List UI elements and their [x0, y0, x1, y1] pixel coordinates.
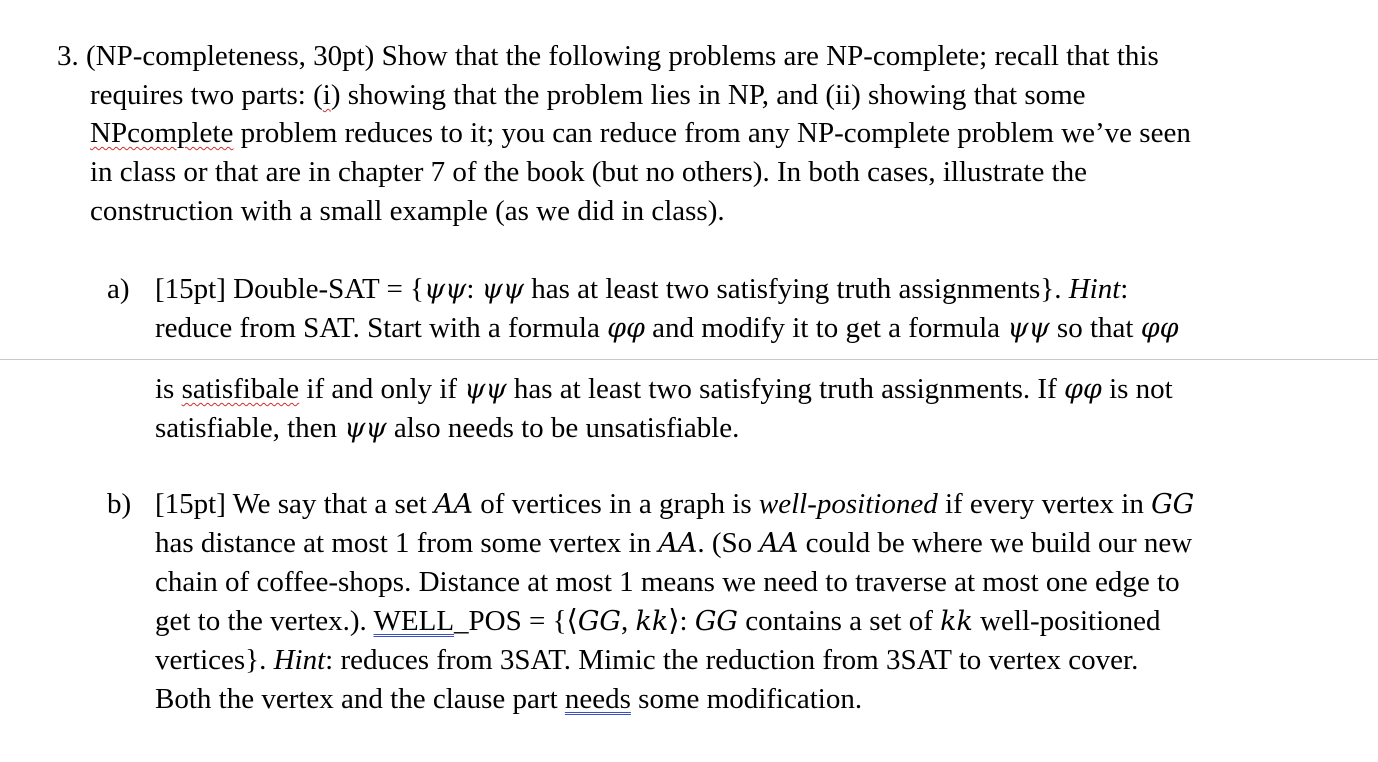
part-a-line-4	[155, 411, 739, 446]
text: some modification.	[630, 683, 863, 715]
text: Both the vertex and the clause part	[155, 683, 565, 715]
text: : reduces from 3SAT. Mimic the reduction from 3SAT to vertex cover.	[325, 644, 1139, 676]
hint-label: Hint	[273, 644, 326, 676]
math-G: GG	[1151, 489, 1195, 520]
part-b-line-6	[155, 682, 862, 716]
text: of vertices in a graph is	[473, 488, 759, 520]
text: :	[1120, 273, 1129, 305]
math-A: AA	[658, 528, 698, 559]
text: well-positioned	[972, 605, 1161, 637]
spellcheck-word: i	[322, 79, 331, 111]
text: contains a set of	[737, 605, 941, 637]
text: get to the vertex.).	[155, 605, 374, 637]
math-phi: φφ	[1064, 374, 1102, 405]
text: _POS = {⟨	[454, 605, 578, 637]
text: reduce from SAT. Start with a formula	[155, 312, 608, 344]
problem-line-1: (NP-completeness, 30pt) Show that the following problems are NP-complete; recall that this	[86, 40, 1159, 72]
text: problem reduces to it; you can reduce from any NP-complete problem we’ve seen	[233, 117, 1191, 149]
text: in class or that are in chapter 7 of the book (but no others). In both cases, illustrate the	[90, 156, 1087, 188]
part-b-line-3	[155, 565, 1180, 599]
text: [15pt] Double-SAT = {	[155, 273, 424, 305]
text: has at least two satisfying truth assignments. If	[506, 373, 1064, 405]
part-b-line-1	[155, 487, 1194, 522]
text: ,	[620, 605, 636, 637]
math-phi: φφ	[1140, 313, 1179, 344]
math-k: kk	[635, 606, 669, 637]
grammar-flag-word: needs	[564, 683, 631, 715]
math-psi: ψψ	[423, 274, 467, 305]
math-k: kk	[940, 606, 973, 637]
text: and modify it to get a formula	[644, 312, 1008, 344]
math-A: AA	[434, 489, 473, 520]
problem-line-5	[90, 194, 725, 228]
text: construction with a small example (as we did in class).	[90, 195, 725, 227]
math-G: GG	[577, 606, 621, 637]
part-b-line-5	[155, 643, 1138, 677]
part-a-line-3	[155, 372, 1173, 407]
text: if and only if	[299, 373, 465, 405]
problem-number: 3.	[57, 40, 79, 72]
part-a-label: a)	[107, 273, 130, 305]
math-psi: ψψ	[344, 413, 387, 444]
text: is not	[1101, 373, 1173, 405]
part-b-line-2	[155, 526, 1192, 561]
text: chain of coffee-shops. Distance at most 1 means we need to traverse at most one edge to	[155, 566, 1180, 598]
part-b-line-4	[155, 604, 1161, 639]
text: has distance at most 1 from some vertex in	[155, 527, 659, 559]
part-b-label: b)	[107, 488, 132, 520]
text: vertices}.	[155, 644, 274, 676]
text: also needs to be unsatisfiable.	[386, 412, 740, 444]
spellcheck-word: NPcomplete	[90, 117, 234, 149]
math-psi: ψψ	[481, 274, 525, 305]
text: :	[466, 273, 482, 305]
page-break-divider	[0, 359, 1378, 360]
problem-number-line	[57, 39, 1159, 73]
problem-line-2	[90, 78, 1086, 112]
text: is	[155, 373, 182, 405]
text: could be where we build our new	[798, 527, 1193, 559]
math-phi: φφ	[607, 313, 645, 344]
text: if every vertex in	[937, 488, 1152, 520]
problem-line-3	[90, 116, 1191, 150]
math-psi: ψψ	[1007, 313, 1050, 344]
text: . (So	[697, 527, 760, 559]
math-A: AA	[759, 528, 799, 559]
text: ) showing that the problem lies in NP, and (ii) showing that some	[330, 79, 1086, 111]
part-a-line-1	[155, 272, 1128, 307]
problem-line-4	[90, 155, 1087, 189]
part-a-line-2	[155, 311, 1179, 346]
text: has at least two satisfying truth assignments}.	[524, 273, 1069, 305]
math-G: GG	[694, 606, 738, 637]
text: [15pt] We say that a set	[155, 488, 434, 520]
spellcheck-word: satisfibale	[181, 373, 300, 405]
math-psi: ψψ	[464, 374, 507, 405]
text: ⟩:	[668, 605, 695, 637]
hint-label: Hint	[1068, 273, 1121, 305]
text: requires two parts: (	[90, 79, 323, 111]
text: satisfiable, then	[155, 412, 345, 444]
grammar-flag-word: WELL	[373, 605, 455, 637]
text: so that	[1049, 312, 1141, 344]
emphasis-term: well-positioned	[758, 488, 938, 520]
